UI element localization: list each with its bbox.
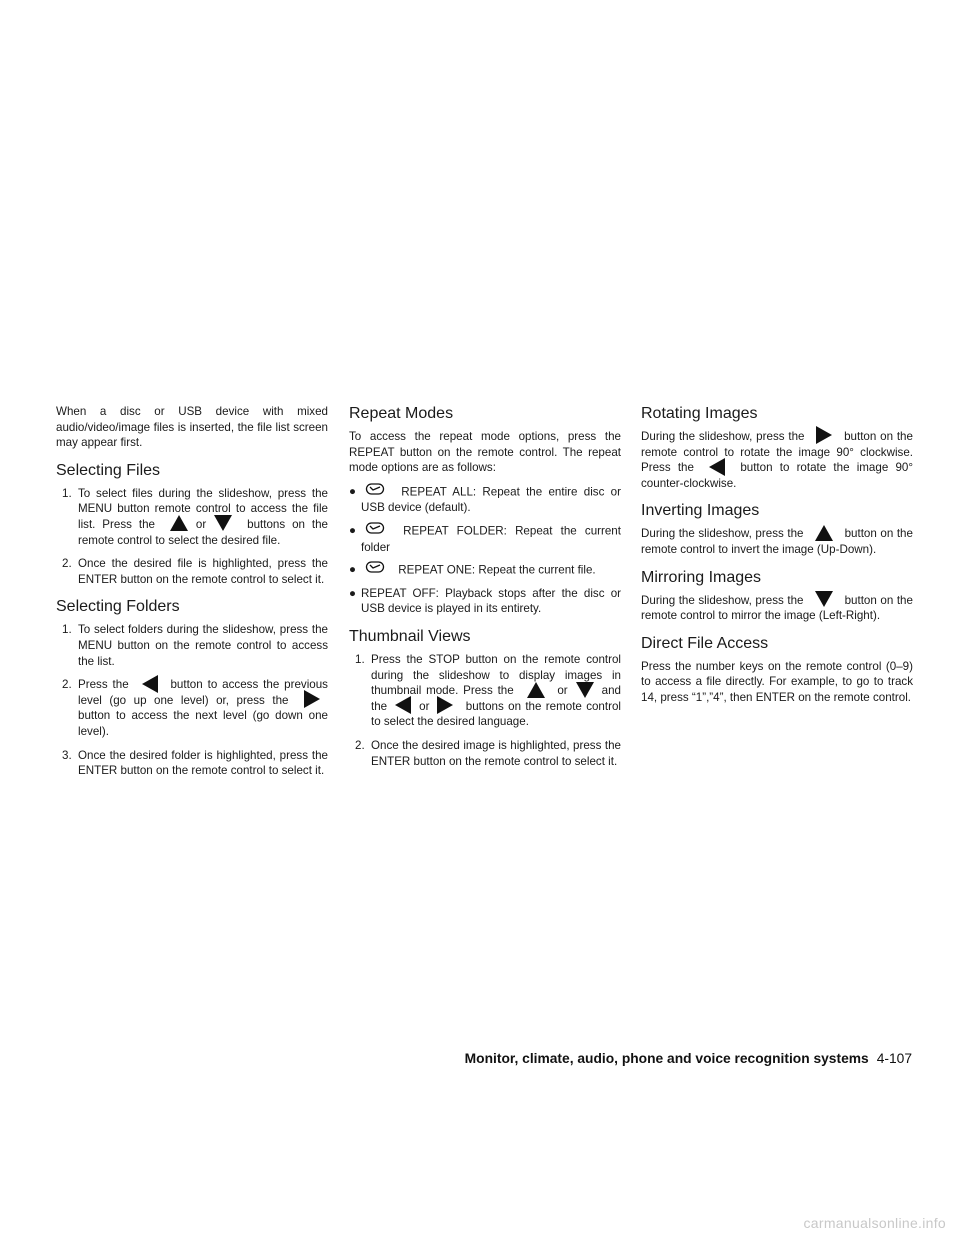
triangle-right-icon bbox=[304, 690, 320, 708]
triangle-up-icon bbox=[527, 682, 545, 698]
selecting-folders-steps bbox=[56, 622, 328, 778]
step-number: 2. bbox=[355, 738, 365, 752]
bullet: ● bbox=[349, 484, 357, 498]
mirroring-paragraph: During the slideshow, press the button on the remote control to mirror the image (Left-Right). bbox=[641, 593, 913, 624]
step-number: 2. bbox=[62, 678, 72, 692]
list-item bbox=[349, 562, 621, 579]
step-text: To select files during the slideshow, press the MENU button remote control to access the file list. Press the bbox=[78, 486, 328, 531]
list-item bbox=[349, 484, 621, 516]
step-number: 1. bbox=[62, 623, 72, 637]
repeat-all-text: REPEAT ALL: Repeat the entire disc or USB device (default). bbox=[361, 485, 621, 515]
bullet: ● bbox=[349, 563, 357, 577]
repeat-folder-text: REPEAT FOLDER: Repeat the current folder bbox=[361, 524, 621, 554]
heading-rotating-images: Rotating Images bbox=[641, 405, 758, 422]
heading-mirroring-images: Mirroring Images bbox=[641, 568, 762, 586]
step-number: 1. bbox=[62, 486, 72, 500]
step-text: Press the bbox=[78, 678, 129, 692]
step-text: Once the desired image is highlighted, press the ENTER button on the remote control to select it. bbox=[371, 738, 621, 768]
list-item bbox=[349, 523, 621, 555]
step-text: Once the desired file is highlighted, press the ENTER button on the remote control to select it. bbox=[78, 557, 328, 586]
heading-thumbnail-views: Thumbnail Views bbox=[349, 627, 471, 645]
list-item bbox=[56, 556, 328, 587]
triangle-left-icon bbox=[395, 696, 411, 714]
selecting-files-steps bbox=[56, 486, 328, 588]
list-item bbox=[56, 622, 328, 669]
step-number: 1. bbox=[355, 652, 365, 666]
column-1 bbox=[56, 404, 328, 787]
step-number: 3. bbox=[62, 748, 72, 762]
repeat-intro: To access the repeat mode options, press the REPEAT button on the remote control. The repeat mode options are as follows: bbox=[349, 430, 621, 475]
heading-direct-file-access: Direct File Access bbox=[641, 634, 769, 652]
rotating-paragraph: During the slideshow, press the button on the remote control to rotate the image 90° clockwise. Press the button to rotate the image 90° counter-clockwise. bbox=[641, 429, 913, 491]
triangle-right-icon bbox=[437, 696, 453, 714]
step-text: button to access the next level (go down one level). bbox=[78, 709, 328, 738]
bullet: ● bbox=[349, 586, 357, 600]
list-item bbox=[349, 652, 621, 730]
step-text: or bbox=[557, 684, 568, 698]
list-item bbox=[349, 738, 621, 769]
intro-paragraph: When a disc or USB device with mixed audio/video/image files is inserted, the file list screen may appear first. bbox=[56, 405, 328, 450]
step-number: 2. bbox=[62, 557, 72, 571]
triangle-right-icon bbox=[816, 426, 832, 444]
list-item bbox=[56, 677, 328, 739]
triangle-down-icon bbox=[214, 515, 232, 531]
triangle-left-icon bbox=[709, 458, 725, 476]
triangle-up-icon bbox=[815, 525, 833, 541]
repeat-icon bbox=[365, 560, 385, 579]
step-text: or bbox=[419, 699, 430, 713]
section-title: Monitor, climate, audio, phone and voice recognition systems bbox=[464, 1051, 869, 1066]
thumbnail-steps bbox=[349, 652, 621, 769]
page-footer bbox=[0, 1050, 912, 1068]
triangle-left-icon bbox=[142, 675, 158, 693]
inverting-paragraph: During the slideshow, press the button on the remote control to invert the image (Up-Down). bbox=[641, 526, 913, 557]
watermark: carmanualsonline.info bbox=[803, 1215, 946, 1231]
column-2 bbox=[349, 404, 621, 777]
step-text: Once the desired folder is highlighted, press the ENTER button on the remote control to select it. bbox=[78, 748, 328, 778]
direct-access-paragraph: Press the number keys on the remote control (0–9) to access a file directly. For example, to go to track 14, press “1”,”4”, then ENTER on the remote control. bbox=[641, 659, 913, 704]
heading-selecting-folders: Selecting Folders bbox=[56, 598, 180, 616]
step-text: To select folders during the slideshow, press the MENU button on the remote control to access the list. bbox=[78, 623, 328, 668]
triangle-down-icon bbox=[815, 591, 833, 607]
repeat-options-list bbox=[349, 484, 621, 617]
repeat-one-text: REPEAT ONE: Repeat the current file. bbox=[398, 563, 596, 577]
triangle-down-icon bbox=[576, 682, 594, 698]
page-number: 4-107 bbox=[876, 1051, 912, 1066]
triangle-up-icon bbox=[170, 515, 188, 531]
step-text: or bbox=[195, 517, 207, 531]
column-3 bbox=[641, 404, 913, 714]
step-text: buttons on the remote control to select the desired file. bbox=[78, 517, 328, 547]
step-text: Press the STOP button on the remote control during the slideshow to display images in thumbnail mode. Press the bbox=[371, 652, 621, 698]
list-item bbox=[349, 586, 621, 617]
bullet: ● bbox=[349, 523, 357, 537]
step-text: button to access the previous level (go up one level) or, press the bbox=[78, 678, 328, 707]
heading-repeat-modes: Repeat Modes bbox=[349, 405, 454, 422]
step-text: buttons on the remote control to select the desired language. bbox=[371, 699, 621, 729]
heading-inverting-images: Inverting Images bbox=[641, 502, 760, 520]
list-item bbox=[56, 486, 328, 548]
repeat-icon bbox=[365, 521, 385, 540]
repeat-off-text: REPEAT OFF: Playback stops after the disc or USB device is played in its entirety. bbox=[361, 586, 621, 616]
heading-selecting-files: Selecting Files bbox=[56, 461, 161, 479]
step-text: and the bbox=[371, 684, 621, 713]
repeat-icon bbox=[365, 482, 385, 501]
list-item bbox=[56, 748, 328, 779]
